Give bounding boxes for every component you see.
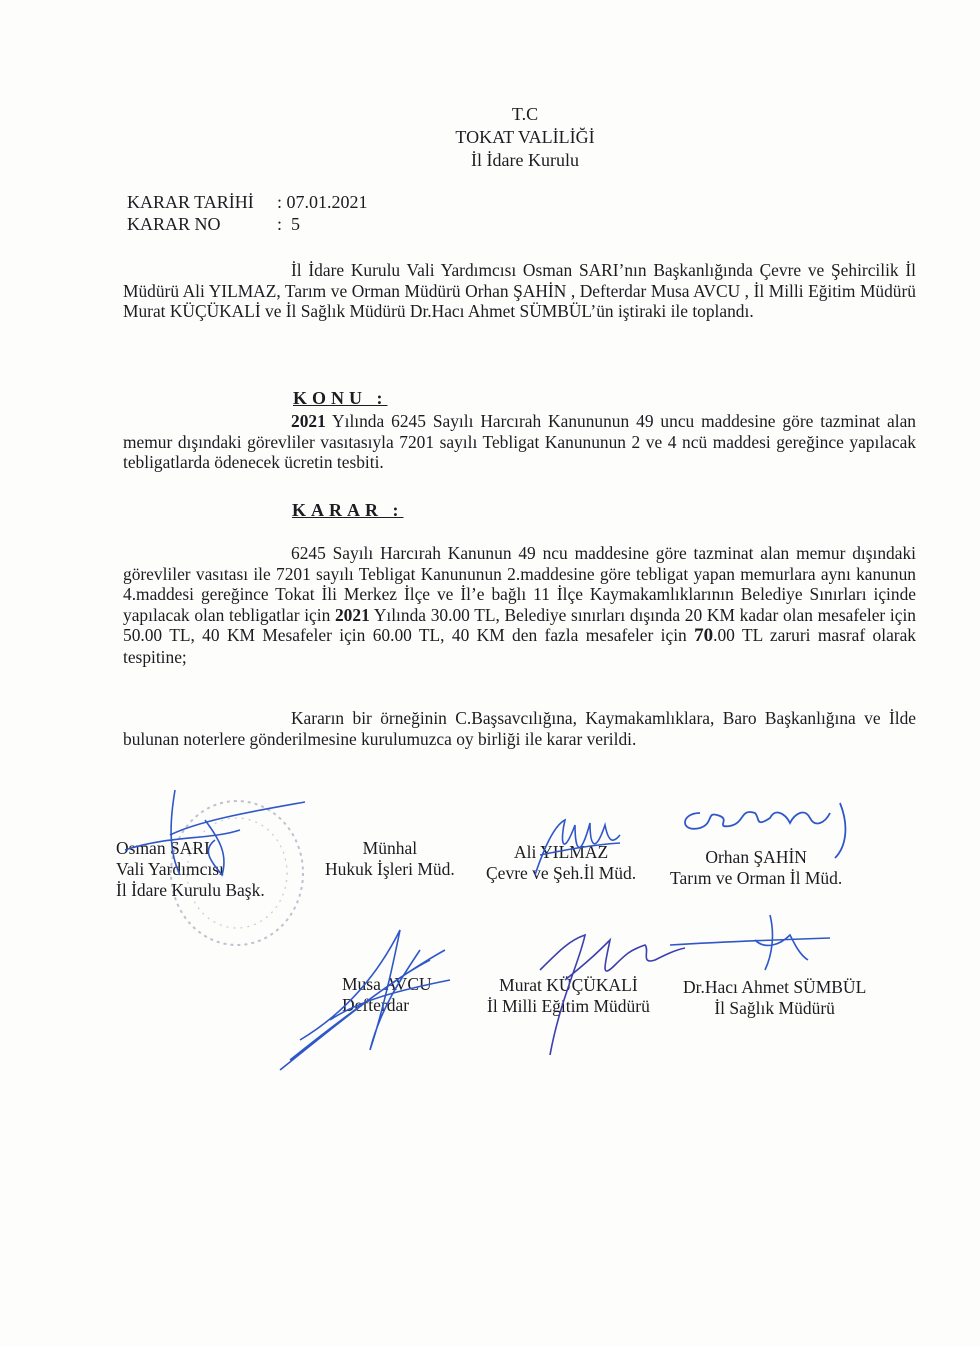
signatory-name: Münhal — [362, 838, 418, 858]
signatory-ahmet-sumbul — [683, 977, 866, 1019]
decision-date-row — [127, 192, 368, 213]
decision-no-label: KARAR NO — [127, 214, 221, 234]
signatory-munhal — [325, 838, 455, 880]
karar-amount: 70 — [694, 625, 714, 646]
karar-paragraph — [123, 543, 916, 667]
signatory-name: Ali YILMAZ — [514, 842, 609, 862]
signatory-title: Hukuk İşleri Müd. — [325, 859, 455, 879]
signatory-name: Dr.Hacı Ahmet SÜMBÜL — [683, 977, 867, 997]
signature-ahmet-sumbul — [660, 910, 840, 980]
decision-no-value: : 5 — [277, 214, 301, 234]
distribution-paragraph — [123, 708, 916, 749]
decision-date-label: KARAR TARİHİ — [127, 192, 254, 212]
header-tc: T.C — [511, 104, 539, 124]
signatory-name: Orhan ŞAHİN — [705, 847, 807, 867]
konu-paragraph — [123, 411, 916, 473]
signatory-title: İl Milli Eğitim Müdürü — [487, 996, 650, 1016]
signature-osman-sari — [110, 780, 320, 900]
signature-musa-avcu — [270, 920, 470, 1080]
signature-ali-yilmaz — [520, 805, 630, 885]
signature-orhan-sahin — [675, 788, 865, 868]
konu-text: Yılında 6245 Sayılı Harcırah Kanununun 49 uncu maddesine göre tazminat alan memur dışındaki görevliler vasıtasıyla 7201 sayılı Tebligat Kanununun 2 ve 4 ncü maddesi gereğince yapılacak tebligatlarda ödenecek ücretin tesbiti. — [123, 411, 916, 472]
signatory-name: Murat KÜÇÜKALİ — [499, 975, 638, 995]
signatory-name: Osman SARI — [116, 838, 210, 858]
karar-year: 2021 — [334, 604, 370, 625]
konu-year: 2021 — [291, 411, 326, 431]
karar-text-a: 6245 Sayılı Harcırah Kanunun 49 ncu maddesine göre tazminat alan memur dışındaki görevliler vasıtası ile 7201 sayılı Tebligat Kanununun 2.maddesine göre tebligat yapan memurlara aynı kanunun 4.maddesi gereğince Tokat İli Merkez İlçe ve İl’e bağlı 11 İlçe Kaymakamlıklarının Belediye Sınırları içinde yapılacak olan tebligatlar için — [123, 543, 916, 625]
konu-heading: KONU : — [293, 388, 388, 408]
header-governorship: TOKAT VALİLİĞİ — [455, 127, 595, 147]
karar-heading: KARAR : — [292, 500, 404, 520]
signatory-title: Defterdar — [342, 995, 410, 1015]
intro-text: İl İdare Kurulu Vali Yardımcısı Osman SARI’nın Başkanlığında Çevre ve Şehircilik İl Müdürü Ali YILMAZ, Tarım ve Orman Müdürü Orhan ŞAHİN , Defterdar Musa AVCU , İl Milli Eğitim Müdürü Murat KÜÇÜKALİ ve İl Sağlık Müdürü Dr.Hacı Ahmet SÜMBÜL’ün iştiraki ile toplandı. — [123, 260, 916, 321]
signatory-title: Çevre ve Şeh.İl Müd. — [486, 863, 637, 883]
signatory-title: Tarım ve Orman İl Müd. — [670, 868, 843, 888]
karar-text-c: .00 TL zaruri masraf olarak tespitine; — [123, 625, 917, 667]
intro-paragraph — [123, 260, 916, 322]
distribution-text: Kararın bir örneğinin C.Başsavcılığına, Kaymakamlıklara, Baro Başkanlığına ve İlde bulunan noterlere gönderilmesine kurulumuzca oy birliği ile karar verildi. — [123, 708, 916, 749]
karar-text-b: Yılında 30.00 TL, Belediye sınırları dışında 20 KM kadar olan mesafeler için 50.00 TL, 40 KM Mesafeler için 60.00 TL, 40 KM den fazla mesafeler için — [123, 604, 916, 645]
decision-date-value: : 07.01.2021 — [277, 192, 368, 212]
signatory-name: Musa AVCU — [342, 974, 432, 994]
decision-no-row — [127, 214, 300, 235]
signatory-title: İl Sağlık Müdürü — [714, 998, 835, 1018]
signatory-title: İl İdare Kurulu Başk. — [116, 880, 265, 900]
header-council: İl İdare Kurulu — [471, 150, 579, 170]
signatory-title: Vali Yardımcısı — [116, 859, 224, 879]
